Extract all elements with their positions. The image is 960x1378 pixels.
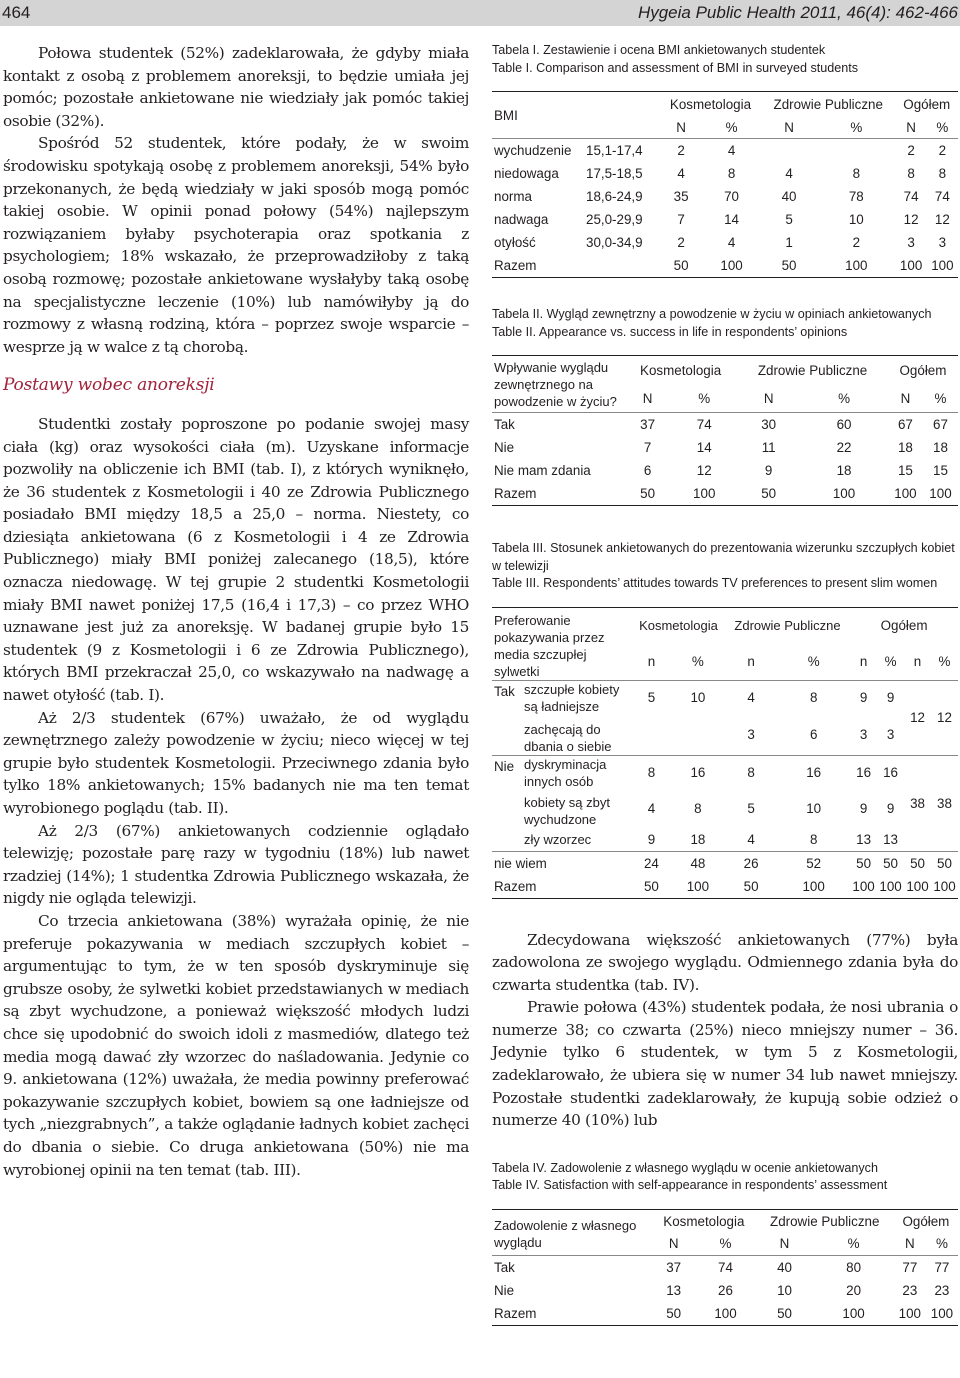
cell: 1 xyxy=(785,235,793,250)
header-pct: % xyxy=(938,654,951,670)
table-4-body xyxy=(492,1255,958,1325)
right-column xyxy=(492,42,958,1326)
table-row xyxy=(492,680,958,715)
caption-pl: Tabela I. Zestawienie i ocena BMI ankietowanych studentek xyxy=(492,43,826,57)
cell: 74 xyxy=(695,1255,755,1279)
cell: 100 xyxy=(923,482,958,506)
row-label: zły wzorzec xyxy=(524,831,592,847)
cell: 16 xyxy=(850,755,877,790)
header-pct: % xyxy=(725,119,738,135)
table-3-caption xyxy=(492,540,958,593)
cell: 9 xyxy=(850,680,877,715)
table-1 xyxy=(492,91,958,278)
cell: 26 xyxy=(718,1282,733,1298)
header-pct: % xyxy=(884,654,897,670)
cell: 4 xyxy=(725,680,777,715)
cell: 3 xyxy=(886,727,895,742)
header-pct: % xyxy=(936,119,949,135)
header-pct: % xyxy=(850,119,863,135)
table-row xyxy=(492,162,958,185)
cell: 12 xyxy=(696,463,712,478)
cell: 8 xyxy=(725,755,777,790)
cell: 40 xyxy=(781,189,797,204)
caption-en: Table II. Appearance vs. success in life in respondents’ opinions xyxy=(492,324,848,339)
header-zdrowie: Zdrowie Publiczne xyxy=(756,1209,894,1233)
cell: 23 xyxy=(902,1282,918,1298)
header-ogolem: Ogółem xyxy=(888,356,958,385)
cell: 15 xyxy=(897,463,913,478)
row-label: nadwaga xyxy=(494,212,549,227)
cell: 9 xyxy=(859,801,868,816)
header-pct: % xyxy=(847,1236,860,1252)
cell: 100 xyxy=(695,1302,755,1326)
header-n: N xyxy=(906,119,916,135)
table-row xyxy=(492,436,958,459)
section-heading: Postawy wobec anoreksji xyxy=(3,375,215,396)
cell: 4 xyxy=(727,235,736,250)
cell: 10 xyxy=(671,680,725,715)
cell: 100 xyxy=(850,875,877,899)
cell: 9 xyxy=(877,680,904,715)
row-label: norma xyxy=(494,189,532,204)
row-label: Razem xyxy=(492,1302,652,1326)
cell: 78 xyxy=(848,189,864,204)
cell: 8 xyxy=(694,801,702,816)
cell: 70 xyxy=(724,189,740,204)
row-label: Nie xyxy=(494,440,515,455)
cell: 100 xyxy=(888,482,923,506)
cell: 77 xyxy=(894,1255,926,1279)
cell: 2 xyxy=(677,235,685,250)
cell: 22 xyxy=(836,440,852,455)
header-n: n xyxy=(859,654,868,670)
cell: 50 xyxy=(652,1302,695,1326)
table-row xyxy=(492,482,958,506)
cell: 4 xyxy=(785,166,793,181)
cell: 5 xyxy=(632,680,671,715)
row-label: Nie mam zdania xyxy=(494,463,591,478)
cell: 60 xyxy=(800,413,888,437)
cell: 4 xyxy=(677,166,685,181)
cell: 9 xyxy=(647,831,656,847)
table-row xyxy=(492,231,958,254)
header-pct: % xyxy=(838,390,850,406)
caption-pl: Tabela II. Wygląd zewnętrzny a powodzenie w życiu w opiniach ankietowanych xyxy=(492,307,932,321)
table-row xyxy=(492,790,958,828)
cell: 100 xyxy=(777,875,850,899)
cell xyxy=(671,715,725,756)
table-row xyxy=(492,1302,958,1326)
cell: 52 xyxy=(777,851,850,875)
header-n: n xyxy=(913,654,922,670)
cell: 13 xyxy=(883,831,898,847)
row-label: szczupłe kobiety są ładniejsze xyxy=(522,680,632,715)
cell: 100 xyxy=(817,254,895,278)
cell xyxy=(632,715,671,756)
row-label: 15,1-17,4 xyxy=(584,139,660,163)
paragraph: Aż 2/3 studentek (67%) uważało, że od wyglądu zewnętrznego zależy powodzenie w życiu; nieco więcej w tej grupie było studentek Kosmetologii. Przeciwnego zdania było tylko 18% ankietowanych; 15% badanych nie ma ten temat wyrobionego poglądu (tab. II). xyxy=(3,708,469,817)
table-row xyxy=(492,851,958,875)
cell: 100 xyxy=(931,875,958,899)
header-pct: % xyxy=(698,390,711,406)
cell: 15 xyxy=(933,463,948,478)
header-pct: % xyxy=(691,654,704,670)
cell: 16 xyxy=(877,755,904,790)
cell: 50 xyxy=(904,851,931,875)
header-n: N xyxy=(900,390,911,406)
header-kosmetologia: Kosmetologia xyxy=(660,92,761,117)
caption-en: Table III. Respondents’ attitudes towards TV preferences to present slim women xyxy=(492,576,938,590)
paragraph: Połowa studentek (52%) zadeklarowała, że gdyby miała kontakt z osobą z problemem anoreksji, to będzie umiała jej pomóc; pozostałe ankietowane nie wiedziały jak pomóc takiej osobie (32%). xyxy=(3,44,469,130)
header-n: n xyxy=(747,654,755,670)
table-row xyxy=(492,185,958,208)
cell: 2 xyxy=(927,139,958,163)
cell: 3 xyxy=(938,235,947,250)
cell: 100 xyxy=(895,254,926,278)
paragraph: Spośród 52 studentek, które podały, że w swoim środowisku spotykają osobę z problemem anoreksji, 54% było przekonanych, że będą wiedziały w jaki sposób mogą pomóc takiej osobie. W opinii ponad połowy (54%) najlepszym rozwiązaniem byłaby psychoterapia oraz spotkania z psychologiem; 18% wskazało, że przeprowadziłoby z taką osobą rozmowę; pozostałe ankietowane wysłałyby taką osobę na specjalistyczne leczenie (10%) lub namówiłyby ją do rozmowy z własną rodziną, która – poprzez swoje wsparcie – wesprze ją w walce z tą chorobą. xyxy=(3,134,469,356)
header-n: N xyxy=(642,390,653,406)
header-zdrowie: Zdrowie Publiczne xyxy=(737,356,888,385)
header-n: N xyxy=(779,1236,790,1252)
caption-en: Table I. Comparison and assessment of BMI in surveyed students xyxy=(492,60,859,75)
cell: 2 xyxy=(895,139,926,163)
table-row xyxy=(492,459,958,482)
cell: 50 xyxy=(660,254,702,278)
cell: 40 xyxy=(756,1255,814,1279)
cell: 9 xyxy=(764,463,773,478)
journal-reference: Hygeia Public Health 2011, 46(4): 462-466 xyxy=(637,3,958,22)
row-label: 25,0-29,9 xyxy=(586,212,643,227)
cell: 50 xyxy=(931,851,958,875)
caption-pl: Tabela IV. Zadowolenie z własnego wyglądu w ocenie ankietowanych xyxy=(492,1160,878,1175)
cell: 8 xyxy=(632,755,671,790)
row-label: Tak xyxy=(492,413,624,437)
paragraph: Studentki zostały poproszone po podanie swojej masy ciała (kg) oraz wysokości ciała (m). Uzyskane informacje pozwoliły na obliczenie ich BMI (tab. I), z których wyniknęło, że 36 studentek z Kosmetologii i 40 ze Zdrowia Publicznego posiadało BMI między 18,5 a 25,0 – norma. Niestety, co dziesiąta ankietowana (6 z Kosmetologii i 4 ze Zdrowia Publicznego) miały BMI poniżej zalecanego (18,5), które oznacza niedowagę. W tej grupie 2 studentki Kosmetologii miały BMI nawet poniżej 17,5 (16,4 i 17,3) – co przez WHO uznawane jest już za anoreksję. W badanej grupie było 15 studentek (9 z Kosmetologii i 6 ze Zdrowia Publicznego), których BMI przekraczał 25,0, co wskazywało na nadwagę a nawet otyłość (tab. I). xyxy=(3,414,469,705)
cell: 23 xyxy=(934,1282,950,1298)
header-question: Wpływanie wyglądu zewnętrznego na powodzenie w życiu? xyxy=(492,356,624,413)
header-pct: % xyxy=(935,1236,948,1252)
cell: 7 xyxy=(677,212,685,227)
cell: 8 xyxy=(907,166,915,181)
row-label: Razem xyxy=(492,482,624,506)
group-label-tak: Tak xyxy=(492,680,522,755)
cell: 6 xyxy=(809,727,818,742)
header-ogolem: Ogółem xyxy=(895,92,958,117)
cell: 8 xyxy=(938,166,947,181)
row-label: zachęcają do dbania o siebie xyxy=(524,721,612,754)
header-n: N xyxy=(905,1236,915,1252)
cell: 100 xyxy=(813,1302,893,1326)
cell: 50 xyxy=(737,482,800,506)
cell: 100 xyxy=(671,875,725,899)
cell: 18 xyxy=(836,463,852,478)
header-bmi: BMI xyxy=(492,92,660,139)
table-4 xyxy=(492,1209,958,1326)
cell: 50 xyxy=(624,482,671,506)
left-column xyxy=(3,42,469,1181)
table-row xyxy=(492,254,958,278)
cell: 8 xyxy=(777,680,850,715)
cell: 18 xyxy=(933,440,948,455)
row-label: 30,0-34,9 xyxy=(586,235,643,250)
row-label xyxy=(584,254,660,278)
cell: 14 xyxy=(696,440,712,455)
row-label: 18,6-24,9 xyxy=(586,189,643,204)
cell: 50 xyxy=(756,1302,814,1326)
table-2-body xyxy=(492,413,958,506)
cell: 50 xyxy=(761,254,817,278)
header-ogolem: Ogółem xyxy=(850,607,958,644)
cell xyxy=(817,139,895,163)
cell: 10 xyxy=(777,1282,792,1298)
right-text xyxy=(492,929,958,1132)
cell: 10 xyxy=(848,212,864,227)
cell: 37 xyxy=(624,413,671,437)
row-label: Tak xyxy=(492,1255,652,1279)
cell: 48 xyxy=(671,851,725,875)
header-kosmetologia: Kosmetologia xyxy=(624,356,737,385)
row-label: Razem xyxy=(492,875,632,899)
row-label: Nie xyxy=(494,1282,515,1298)
header-kosmetologia: Kosmetologia xyxy=(652,1209,756,1233)
paragraph: Aż 2/3 (67%) ankietowanych codziennie oglądało telewizję; pozostałe parę razy w tygodniu (18%) lub nawet rzadziej (14%); 1 studentka Zdrowia Publicznego wskazała, że nigdy nie ogląda telewizji. xyxy=(3,821,469,908)
header-n: N xyxy=(668,1236,679,1252)
cell: 5 xyxy=(785,212,793,227)
header-ogolem: Ogółem xyxy=(894,1209,958,1233)
table-row xyxy=(492,1255,958,1279)
table-1-caption xyxy=(492,42,958,77)
header-n: N xyxy=(763,390,774,406)
cell: 50 xyxy=(877,851,904,875)
cell: 8 xyxy=(809,831,818,847)
group-label-nie: Nie xyxy=(492,755,522,851)
cell: 9 xyxy=(886,801,895,816)
cell: 13 xyxy=(856,831,872,847)
cell: 30 xyxy=(737,413,800,437)
cell: 12 xyxy=(934,212,950,227)
cell: 24 xyxy=(632,851,671,875)
table-4-caption xyxy=(492,1160,958,1195)
table-2 xyxy=(492,355,958,506)
cell: 74 xyxy=(903,189,919,204)
cell: 16 xyxy=(777,755,850,790)
cell: 74 xyxy=(671,413,737,437)
cell: 2 xyxy=(852,235,861,250)
header-zdrowie: Zdrowie Publiczne xyxy=(761,92,896,117)
header-zdrowie: Zdrowie Publiczne xyxy=(725,607,850,644)
cell: 12 xyxy=(903,212,919,227)
cell: 3 xyxy=(907,235,915,250)
table-row xyxy=(492,828,958,852)
table-3 xyxy=(492,607,958,899)
cell: 11 xyxy=(761,440,776,455)
header-n: n xyxy=(647,654,656,670)
cell: 74 xyxy=(934,189,950,204)
cell: 3 xyxy=(747,727,755,742)
table-row xyxy=(492,715,958,756)
header-question: Preferowanie pokazywania przez media szczupłej sylwetki xyxy=(492,607,632,680)
caption-pl: Tabela III. Stosunek ankietowanych do prezentowania wizerunku szczupłych kobiet w telewizji xyxy=(492,541,955,573)
cell: 14 xyxy=(724,212,740,227)
cell: 80 xyxy=(813,1255,893,1279)
row-label: 17,5-18,5 xyxy=(586,166,643,181)
cell: 50 xyxy=(632,875,671,899)
cell: 100 xyxy=(671,482,737,506)
cell: 20 xyxy=(846,1282,862,1298)
cell: 100 xyxy=(927,254,958,278)
page-number: 464 xyxy=(2,3,31,22)
cell: 100 xyxy=(800,482,888,506)
table-row xyxy=(492,208,958,231)
cell: 37 xyxy=(652,1255,695,1279)
header-question: Zadowolenie z własnego wyglądu xyxy=(492,1209,652,1255)
header-n: N xyxy=(676,119,686,135)
table-row xyxy=(492,1279,958,1302)
paragraph: Zdecydowana większość ankietowanych (77%) była zadowolona ze swojego wyglądu. Odmiennego zdania była do czwarta studentka (tab. IV). xyxy=(492,930,958,994)
cell: 10 xyxy=(806,801,822,816)
cell: 16 xyxy=(671,755,725,790)
cell: 2 xyxy=(660,139,702,163)
cell: 67 xyxy=(923,413,958,437)
cell: 77 xyxy=(926,1255,958,1279)
cell: 5 xyxy=(747,801,755,816)
cell: 7 xyxy=(643,440,652,455)
paragraph: Co trzecia ankietowana (38%) wyrażała opinię, że nie preferuje pokazywania w mediach szczupłych kobiet – argumentując to tym, że w ten sposób dyskryminuje się grubsze osoby, że sylwetki kobiet przedstawianych w mediach są zbyt wychudzone, a ponieważ większość młodych ludzi chce się upodobnić do swoich idoli z masmediów, dlatego też media mogą dawać zły wzorzec do naśladowania. Jedynie co 9. ankietowana (12%) uważała, że media powinny preferować pokazywanie szczupłych kobiet, bowiem są one ładniejsze od tych „niezgrabnych”, a także oglądanie ładnych kobiet zachęci do dbania o siebie. Co druga ankietowana (50%) nie ma wyrobionej opinii na ten temat (tab. III). xyxy=(3,911,469,1179)
header-n: N xyxy=(784,119,794,135)
cell: 4 xyxy=(747,831,755,847)
header-pct: % xyxy=(807,654,820,670)
row-label: nie wiem xyxy=(492,851,632,875)
cell: 8 xyxy=(852,166,861,181)
table-row xyxy=(492,875,958,899)
cell: 50 xyxy=(850,851,877,875)
header-pct: % xyxy=(934,390,947,406)
row-label: niedowaga xyxy=(494,166,559,181)
cell: 18 xyxy=(690,831,706,847)
cell: 100 xyxy=(702,254,761,278)
table-row xyxy=(492,755,958,790)
row-label: wychudzenie xyxy=(492,139,584,163)
cell: 100 xyxy=(904,875,931,899)
row-label: dyskryminacja innych osób xyxy=(522,755,632,790)
cell: 3 xyxy=(859,727,868,742)
cell: 18 xyxy=(897,440,913,455)
table-1-body xyxy=(492,139,958,278)
cell: 100 xyxy=(926,1302,958,1326)
cell: 67 xyxy=(888,413,923,437)
row-label: kobiety są zbyt wychudzone xyxy=(524,794,610,827)
cell: 4 xyxy=(702,139,761,163)
header-pct: % xyxy=(719,1236,732,1252)
cell: 12 xyxy=(904,680,931,755)
caption-en: Table IV. Satisfaction with self-appearance in respondents’ assessment xyxy=(492,1178,888,1193)
row-label: Razem xyxy=(492,254,584,278)
cell: 13 xyxy=(666,1282,682,1298)
table-row xyxy=(492,413,958,437)
cell: 50 xyxy=(725,875,777,899)
cell: 38 xyxy=(904,755,931,851)
cell: 12 xyxy=(931,680,958,755)
cell xyxy=(761,139,817,163)
page-header xyxy=(0,0,960,26)
header-kosmetologia: Kosmetologia xyxy=(632,607,725,644)
table-2-caption xyxy=(492,306,958,341)
row-label: otyłość xyxy=(494,235,536,250)
cell: 35 xyxy=(673,189,689,204)
cell: 6 xyxy=(643,463,652,478)
paragraph: Prawie połowa (43%) studentek podała, że nosi ubrania o numerze 38; co czwarta (25%) nieco mniejszy numer – 36. Jedynie tylko 6 studentek, w tym 5 z Kosmetologii, zadeklarowało, że ubiera się w numer 34 lub nawet mniejszy. Pozostałe studentki zadeklarowały, że kupują sobie odzież o numerze 40 (10%) lub xyxy=(492,998,958,1130)
cell: 8 xyxy=(727,166,736,181)
cell: 38 xyxy=(931,755,958,851)
cell: 100 xyxy=(877,875,904,899)
cell: 4 xyxy=(647,801,656,816)
table-row xyxy=(492,139,958,163)
cell: 100 xyxy=(894,1302,926,1326)
cell: 26 xyxy=(725,851,777,875)
